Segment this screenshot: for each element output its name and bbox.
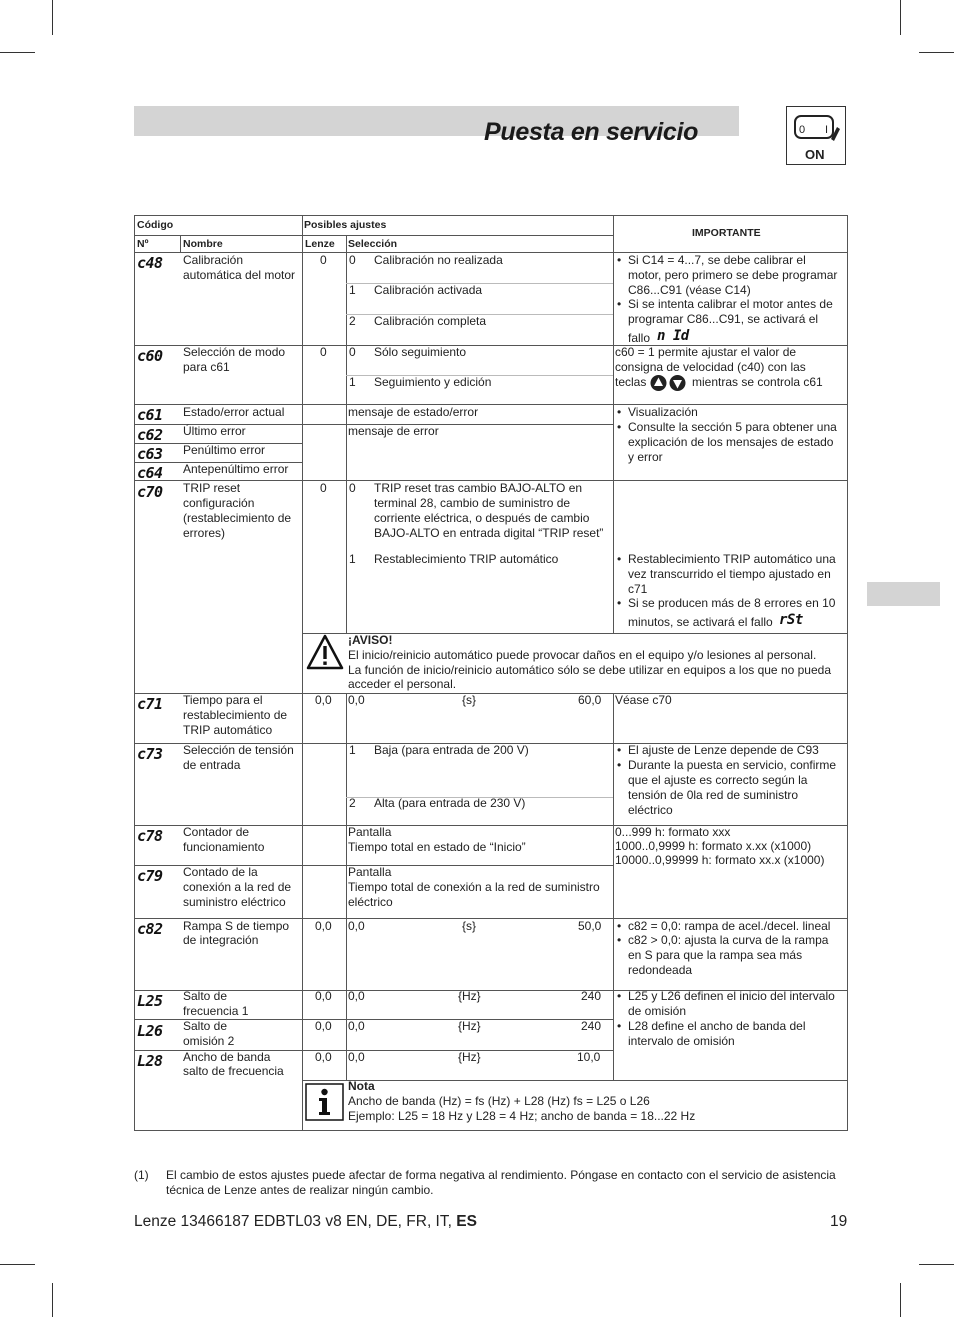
option-number: 1 (349, 375, 356, 389)
note-text: Ejemplo: L25 = 18 Hz y L28 = 4 Hz; ancho de banda = 18...22 Hz (348, 1109, 696, 1123)
importante-text: 0...999 h: formato xxx (615, 825, 731, 839)
selection-text: Pantalla (348, 865, 392, 879)
fault-code: n Id (657, 328, 689, 344)
code-L26: L26 (137, 1022, 163, 1040)
name-c62: Último error (183, 424, 246, 438)
code-c61: c61 (137, 406, 163, 424)
code-L28: L28 (137, 1052, 163, 1070)
up-down-keys-icon (650, 374, 687, 392)
option-label: Calibración activada (374, 283, 483, 297)
range-min: 0,0 (348, 1019, 365, 1033)
importante-text: Si se producen más de 8 errores en 10 (628, 596, 836, 610)
code-c73: c73 (137, 745, 163, 763)
importante-text: c71 (628, 582, 648, 596)
range-unit: {Hz} (458, 1050, 481, 1064)
name-c70: TRIP reset (183, 481, 241, 495)
name-c78: Contador de (183, 825, 250, 839)
importante-text: Visualización (628, 405, 698, 419)
name-L25: frecuencia 1 (183, 1004, 249, 1018)
crop-mark (919, 1264, 954, 1265)
parameter-table: Código Posibles ajustes IMPORTANTE Nº Nombre Lenze Selección c48 Calibración automática del motor 0 0 Calibración no realizada 1 Calibración activada 2 Calibración completa • Si C14 = 4...7, se debe calibrar el motor, pero primero se debe programar C86...C91 (véase C14) • Si se intenta calibrar el motor antes de programar C86...C91, se activará el fallo n Id c60 Selección de modo para c61 0 0 Sólo seguimiento 1 Seguimiento y edición c60 = 1 permite ajustar el valor de consigna de velocidad (c40) con las teclas mientras se controla c61 c61 Estado/error actual mensaje de estado/error c62 Último error mensaje de error c63 Penúltimo error c64 Antepenúltimo error • Visualización • Consulte la sección 5 para obtener una explicación de los mensajes de estado y error c70 TRIP reset configuración (restablecimiento de errores) 0 0 TRIP reset tras cambio BAJO-ALTO en terminal 28, cambio de suministro de corriente eléctrica, o después de cambio BAJO-ALTO en entrada digital “TRIP reset” 1 Restablecimiento TRIP automático • Restablecimiento TRIP automático una vez transcurrido el tiempo ajustado en c71 • Si se producen más de 8 errores en 10 minutos, se activará el fallo rSt ¡AVISO! El inicio/reinicio automático puede provocar daños en el equipo y/o lesiones al personal. La función de inicio/reinicio automático sólo se debe utilizar en equipos a los que no pueda acceder el personal. c71 Tiempo para el restablecimiento de TRIP automático 0,0 0,0 {s} 60,0 Véase c70 c73 Selección de tensión de entrada 1 Baja (para entrada de 200 V) 2 Alta (para entrada de 230 V) • El ajuste de Lenze depende de C93 • Durante la puesta en servicio, confirme que el ajuste es correcto según la tensión de 0la red de suministro eléctrico c78 Contador de funcionamiento Pantalla Tiempo total en estado de “Inicio” 0...999 h: formato xxx 1000..0,9999 h: formato x.xx (x1000) 10000..0,99999 h: formato xx.x (x1000) c79 Contado de la conexión a la red de suministro eléctrico Pantalla Tiempo total de conexión a la red de suministro eléctrico c82 Rampa S de tiempo de integración 0,0 0,0 {s} 50,0 • c82 = 0,0: rampa de acel./decel. lineal • c82 > 0,0: ajusta la curva de la rampa en S para que la rampa sea más redondeada L25 Salto de frecuencia 1 0,0 0,0 {Hz} 240 L26 Salto de omisión 2 0,0 0,0 {Hz} 240 L28 Ancho de banda salto de frecuencia 0,0 0,0 {Hz} 10,0 • L25 y L26 definen el inicio del intervalo de omisión • L28 define el ancho de banda del intervalo de omisión Nota Ancho de banda (Hz) = fs (Hz) + L28 (Hz) fs = L25 o L26 Ejemplo: L25 = 18 Hz y L28 = 4 Hz; ancho de banda = 18...22 Hz (134, 215, 848, 1131)
name-c79: suministro eléctrico (183, 895, 286, 909)
option-number: 2 (349, 314, 356, 328)
lenze-value: 0,0 (315, 1050, 332, 1064)
name-c70: errores) (183, 526, 226, 540)
warning-title: ¡AVISO! (348, 633, 393, 647)
selection-text: Tiempo total de conexión a la red de suministro (348, 880, 600, 894)
name-L28: salto de frecuencia (183, 1064, 284, 1078)
code-c71: c71 (137, 695, 163, 713)
code-c70: c70 (137, 483, 163, 501)
crop-mark (0, 52, 35, 53)
note-text: Ancho de banda (Hz) = fs (Hz) + L28 (Hz) fs = L25 o L26 (348, 1094, 650, 1108)
warning-text: acceder el personal. (348, 677, 457, 691)
svg-text:0: 0 (799, 124, 806, 136)
crop-mark (900, 1283, 901, 1317)
lenze-value: 0 (320, 481, 327, 495)
name-c82: de integración (183, 933, 259, 947)
crop-mark (900, 0, 901, 35)
importante-text: L25 y L26 definen el inicio del intervalo (628, 989, 835, 1003)
option-number: 2 (349, 796, 356, 810)
importante-text: vez transcurrido el tiempo ajustado en (628, 567, 831, 581)
footer-doc-info (134, 1213, 477, 1231)
importante-text: teclas (615, 375, 647, 389)
importante-text: 1000..0,9999 h: formato x.xx (x1000) (615, 839, 812, 853)
name-L26: omisión 2 (183, 1034, 235, 1048)
option-label: Alta (para entrada de 230 V) (374, 796, 526, 810)
importante-text: de omisión (628, 1004, 687, 1018)
selection-text: mensaje de error (348, 424, 439, 438)
importante-text: consigna de velocidad (c40) con las (615, 360, 806, 374)
option-number: 0 (349, 345, 356, 359)
option-number: 0 (349, 253, 356, 267)
selection-text: mensaje de estado/error (348, 405, 479, 419)
warning-text: El inicio/reinicio automático puede provocar daños en el equipo y/o lesiones al personal. (348, 648, 817, 662)
range-unit: {s} (462, 919, 477, 933)
name-c71: restablecimiento de (183, 708, 288, 722)
range-unit: {Hz} (458, 989, 481, 1003)
importante-text: intervalo de omisión (628, 1034, 735, 1048)
option-number: 1 (349, 743, 356, 757)
header-lenze: Lenze (305, 238, 335, 250)
header-codigo: Código (137, 219, 174, 231)
importante-text: y error (628, 450, 663, 464)
warning-icon (305, 633, 345, 673)
range-max: 240 (581, 989, 602, 1003)
importante-text: El ajuste de Lenze depende de C93 (628, 743, 819, 757)
power-on-icon (786, 106, 846, 165)
header-posibles-ajustes: Posibles ajustes (304, 219, 387, 231)
option-label: BAJO-ALTO en entrada digital “TRIP reset” (374, 526, 604, 540)
crop-mark (52, 0, 53, 35)
range-min: 0,0 (348, 919, 365, 933)
fault-code: rSt (779, 612, 803, 628)
code-c62: c62 (137, 426, 163, 444)
name-c70: (restablecimiento de (183, 511, 292, 525)
importante-text: Consulte la sección 5 para obtener una (628, 420, 837, 434)
lenze-value: 0,0 (315, 919, 332, 933)
option-label: Sólo seguimiento (374, 345, 467, 359)
importante-text: mientras se controla c61 (692, 375, 823, 389)
importante-text: Si C14 = 4...7, se debe calibrar el (628, 253, 806, 267)
name-c73: de entrada (183, 758, 241, 772)
importante-text: Si se intenta calibrar el motor antes de (628, 297, 833, 311)
header-seleccion: Selección (348, 238, 398, 250)
name-c79: Contado de la (183, 865, 258, 879)
name-c82: Rampa S de tiempo (183, 919, 290, 933)
name-L26: Salto de (183, 1019, 228, 1033)
importante-text: Véase c70 (615, 693, 672, 707)
range-max: 50,0 (578, 919, 602, 933)
name-c48: Calibración (183, 253, 244, 267)
code-L25: L25 (137, 992, 163, 1010)
importante-text: C86...C91 (véase C14) (628, 283, 751, 297)
header-no: Nº (137, 238, 149, 250)
option-label: TRIP reset tras cambio BAJO-ALTO en (374, 481, 583, 495)
importante-text: explicación de los mensajes de estado (628, 435, 834, 449)
crop-mark (52, 1283, 53, 1317)
info-icon (305, 1083, 344, 1121)
importante-text: programar C86...C91, se activará el (628, 312, 819, 326)
range-min: 0,0 (348, 989, 365, 1003)
footer-doc-id: Lenze 13466187 EDBTL03 v8 EN, DE, FR, IT, (134, 1213, 452, 1230)
option-label: Calibración no realizada (374, 253, 503, 267)
code-c82: c82 (137, 920, 163, 938)
name-c71: Tiempo para el (183, 693, 263, 707)
page-title: Puesta en servicio (484, 118, 699, 146)
lenze-value: 0,0 (315, 1019, 332, 1033)
lenze-value: 0 (320, 345, 327, 359)
header-importante: IMPORTANTE (692, 227, 761, 239)
name-c48: automática del motor (183, 268, 296, 282)
option-label: corriente eléctrica, o después de cambio (374, 511, 590, 525)
code-c48: c48 (137, 254, 163, 272)
range-max: 240 (581, 1019, 602, 1033)
importante-text: redondeada (628, 963, 693, 977)
importante-text: eléctrico (628, 803, 673, 817)
selection-text: eléctrico (348, 895, 393, 909)
range-max: 60,0 (578, 693, 602, 707)
name-c60: Selección de modo (183, 345, 286, 359)
importante-text: Restablecimiento TRIP automático una (628, 552, 836, 566)
range-min: 0,0 (348, 1050, 365, 1064)
name-c78: funcionamiento (183, 840, 265, 854)
svg-text:ON: ON (805, 147, 825, 162)
importante-text: Durante la puesta en servicio, confirme (628, 758, 837, 772)
footnote-text: El cambio de estos ajustes puede afectar de forma negativa al rendimiento. Póngase en contacto con el servicio de asistencia (166, 1168, 836, 1182)
importante-text: fallo (628, 331, 651, 345)
name-c71: TRIP automático (183, 723, 273, 737)
importante-text: minutos, se activará el fallo (628, 615, 773, 629)
option-label: Restablecimiento TRIP automático (374, 552, 559, 566)
name-L25: Salto de (183, 989, 228, 1003)
importante-text: c82 = 0,0: rampa de acel./decel. lineal (628, 919, 831, 933)
name-c60: para c61 (183, 360, 230, 374)
range-max: 10,0 (577, 1050, 601, 1064)
header-nombre: Nombre (183, 238, 223, 250)
option-label: Baja (para entrada de 200 V) (374, 743, 529, 757)
crop-mark (0, 1264, 35, 1265)
range-unit: {Hz} (458, 1019, 481, 1033)
range-unit: {s} (462, 693, 477, 707)
option-number: 1 (349, 552, 356, 566)
page-number: 19 (830, 1213, 848, 1230)
option-number: 1 (349, 283, 356, 297)
selection-text: Tiempo total en estado de “Inicio” (348, 840, 526, 854)
svg-text:I: I (825, 124, 829, 136)
importante-text: 10000..0,99999 h: formato xx.x (x1000) (615, 853, 825, 867)
selection-text: Pantalla (348, 825, 392, 839)
footer-language: ES (456, 1213, 477, 1230)
warning-text: La función de inicio/reinicio automático sólo se debe utilizar en equipos a los que no pueda (348, 663, 831, 677)
name-c64: Antepenúltimo error (183, 462, 289, 476)
footnote-number: (1) (134, 1168, 149, 1182)
option-label: Calibración completa (374, 314, 487, 328)
lenze-value: 0,0 (315, 693, 332, 707)
note-title: Nota (348, 1079, 375, 1093)
footnote-text: técnica de Lenze antes de realizar ningún cambio. (166, 1183, 434, 1197)
importante-text: que el ajuste es correcto según la (628, 773, 808, 787)
code-c64: c64 (137, 464, 163, 482)
lenze-value: 0 (320, 253, 327, 267)
importante-text: c82 > 0,0: ajusta la curva de la rampa (628, 933, 829, 947)
importante-text: motor, pero primero se debe programar (628, 268, 838, 282)
range-min: 0,0 (348, 693, 365, 707)
importante-text: en S para que la rampa sea más (628, 948, 803, 962)
name-c79: conexión a la red de (183, 880, 292, 894)
name-c63: Penúltimo error (183, 443, 266, 457)
name-c61: Estado/error actual (183, 405, 285, 419)
code-c79: c79 (137, 867, 163, 885)
importante-text: tensión de 0la red de suministro (628, 788, 799, 802)
code-c63: c63 (137, 445, 163, 463)
option-number: 0 (349, 481, 356, 495)
section-tab (867, 582, 940, 606)
lenze-value: 0,0 (315, 989, 332, 1003)
importante-text: L28 define el ancho de banda del (628, 1019, 806, 1033)
option-label: terminal 28, cambio de suministro de (374, 496, 571, 510)
name-L28: Ancho de banda (183, 1050, 271, 1064)
code-c60: c60 (137, 347, 163, 365)
importante-text: c60 = 1 permite ajustar el valor de (615, 345, 797, 359)
code-c78: c78 (137, 827, 163, 845)
option-label: Seguimiento y edición (374, 375, 492, 389)
name-c73: Selección de tensión (183, 743, 294, 757)
name-c70: configuración (183, 496, 255, 510)
crop-mark (919, 52, 954, 53)
